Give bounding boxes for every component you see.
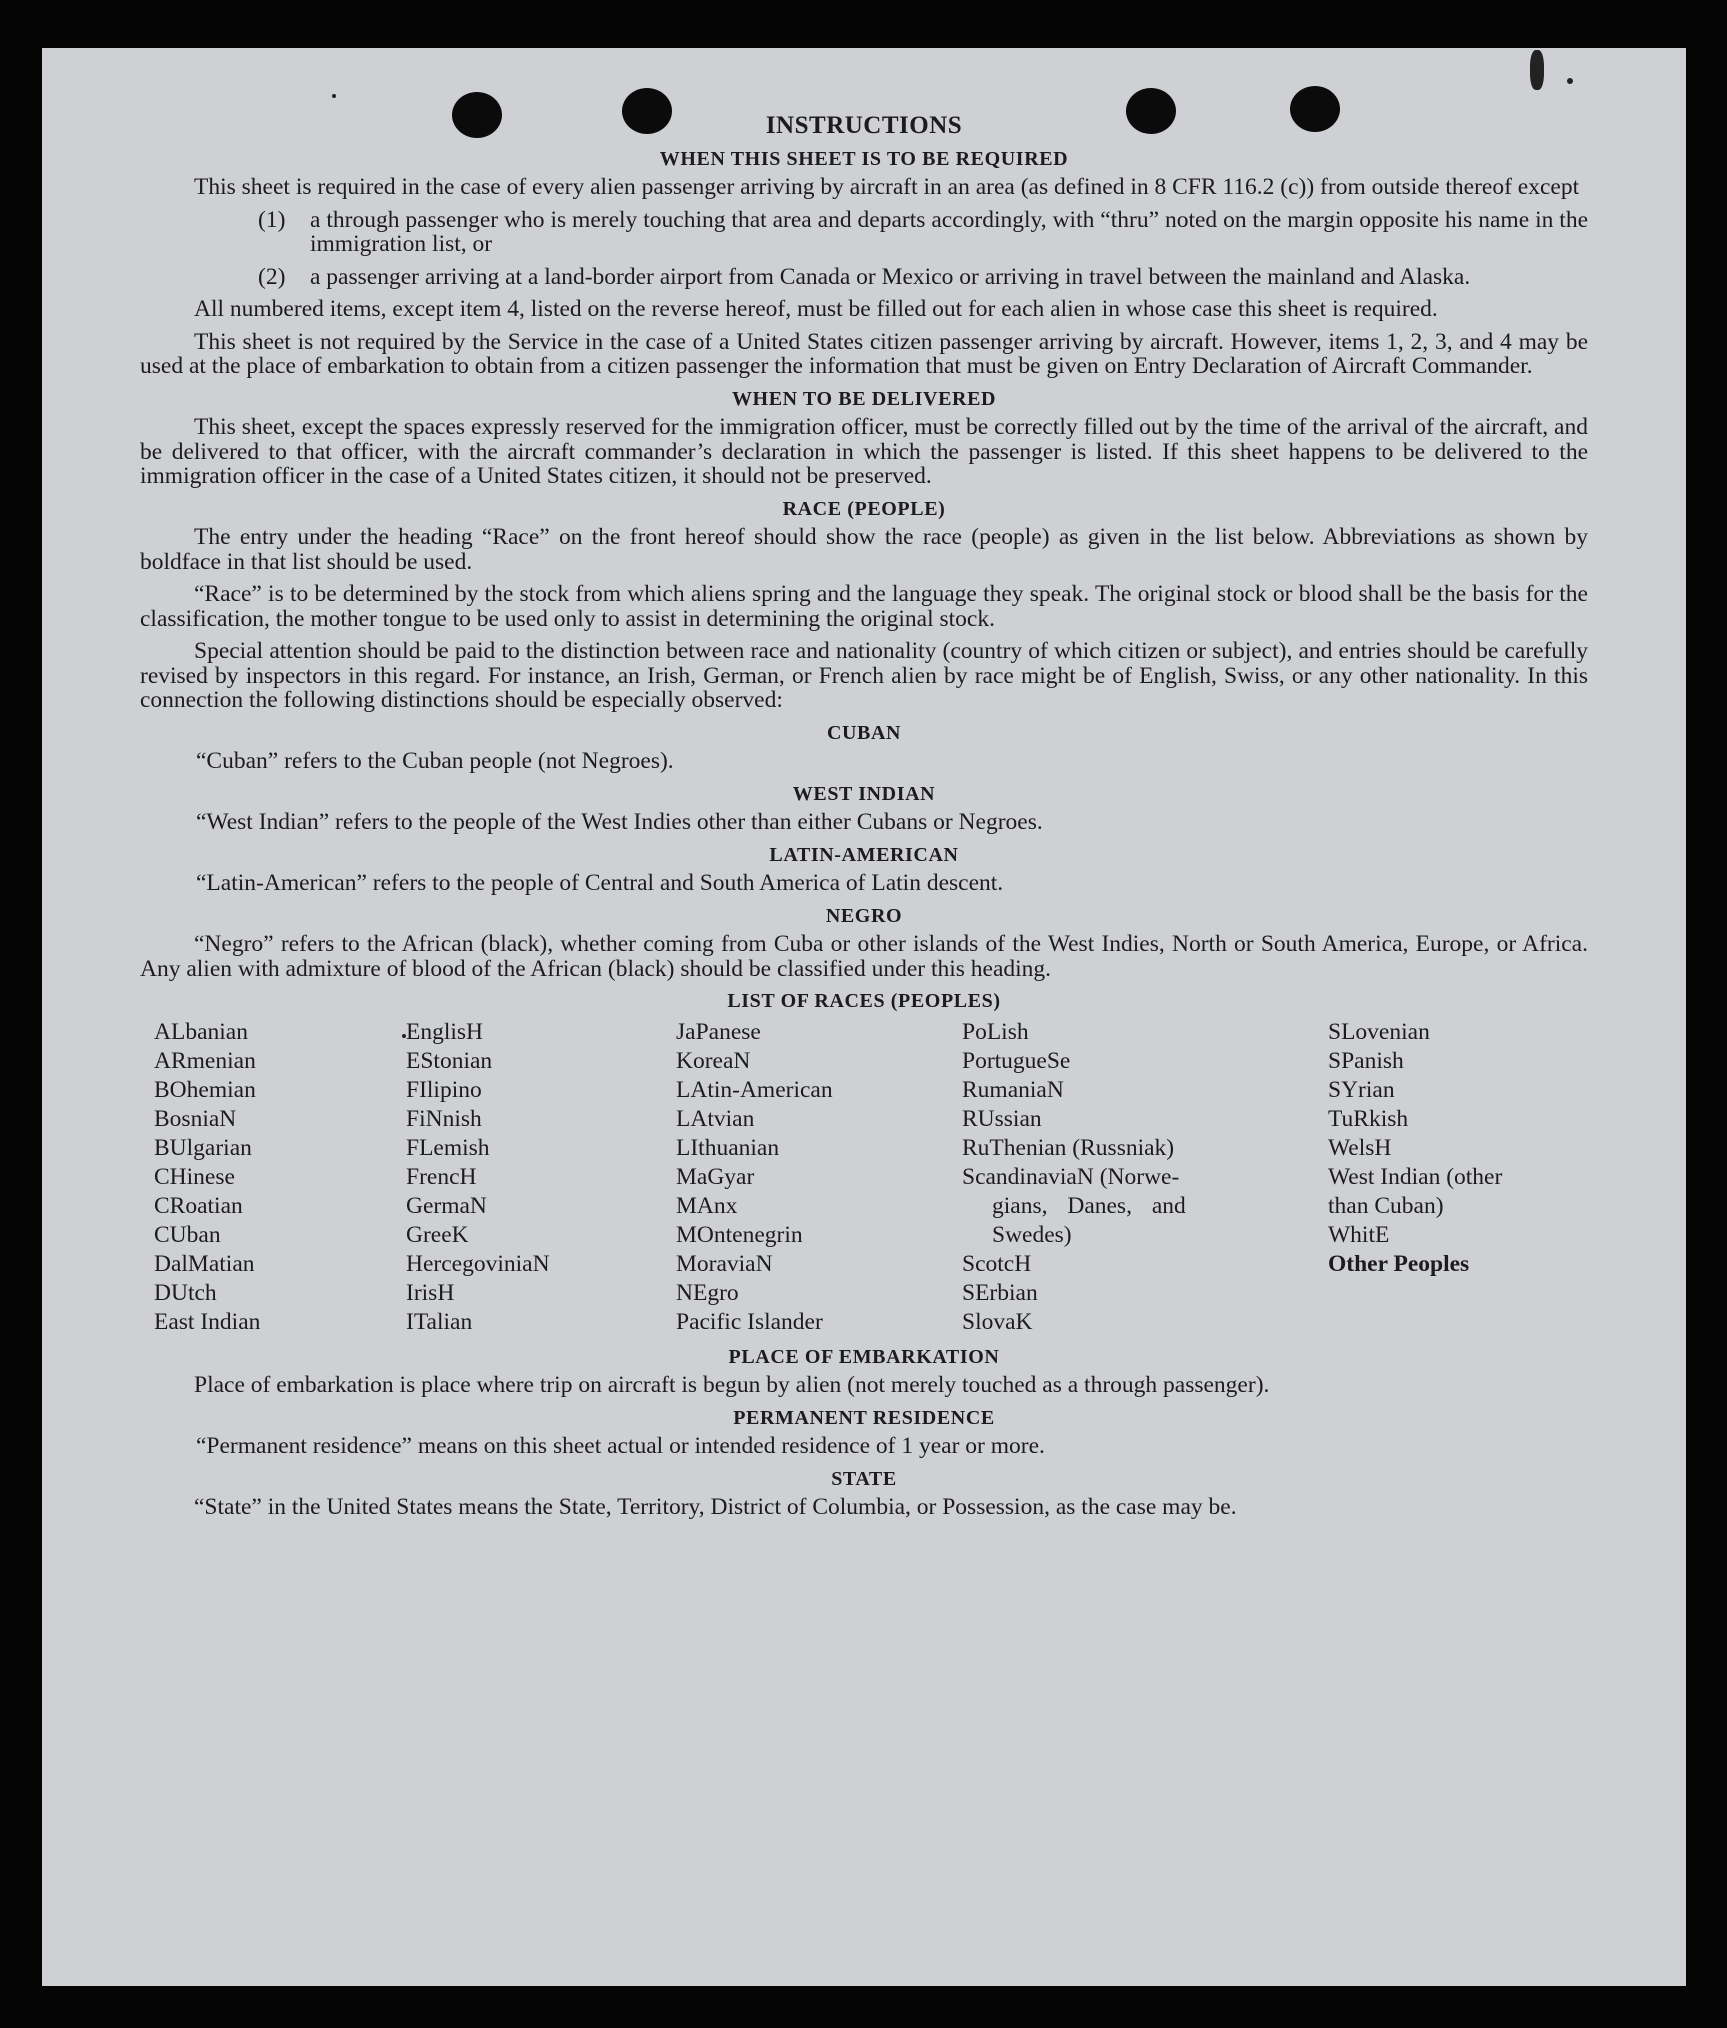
race-entry: ALbanian [154, 1018, 248, 1045]
race-entry: BosniaN [154, 1105, 237, 1132]
race-entry: ARmenian [154, 1047, 256, 1074]
definition-heading-negro: NEGRO [825, 904, 903, 927]
citizen-note: This sheet is not required by the Service in the case of a United States citizen passenger arriving by aircraft. However, items 1, 2, 3, and 4 may be used at the place of embarkation to obtain from a citizen passenger the information that must be given on Entry Declaration of Aircraft Commander. [140, 328, 1588, 379]
race-entry: IrisH [406, 1279, 455, 1306]
section-heading-embarkation: PLACE OF EMBARKATION [728, 1345, 1000, 1368]
exception-number: (1) [258, 206, 286, 233]
race-paragraph: The entry under the heading “Race” on the front hereof should show the race (people) as given in the list below. Abbreviations as shown by boldface in that list should be used. [140, 524, 1588, 575]
state-text: “State” in the United States means the State, Territory, District of Columbia, or Possession, as the case may be. [194, 1494, 1237, 1520]
race-entry: East Indian [154, 1308, 261, 1335]
race-entry-continuation: than Cuban) [1328, 1192, 1444, 1219]
section-heading-required: WHEN THIS SHEET IS TO BE REQUIRED [659, 147, 1069, 170]
race-entry: MoraviaN [676, 1250, 773, 1277]
race-entry: SLovenian [1328, 1018, 1430, 1045]
definition-heading-cuban: CUBAN [826, 721, 902, 744]
paper-speck [1567, 78, 1573, 84]
race-entry: CHinese [154, 1163, 235, 1190]
race-entry: DalMatian [154, 1250, 255, 1277]
race-entry: SlovaK [962, 1308, 1033, 1335]
page-title: INSTRUCTIONS [765, 112, 963, 139]
races-column [962, 1018, 1328, 1337]
exception-item [258, 265, 1588, 290]
paper-speck [1530, 50, 1544, 90]
required-intro: This sheet is required in the case of every alien passenger arriving by aircraft in an area (as defined in 8 CFR 116.2 (c)) from outside thereof except [194, 174, 1580, 200]
race-entry: West Indian (other [1328, 1163, 1503, 1190]
race-entry: PortugueSe [962, 1047, 1071, 1074]
race-entry: GermaN [406, 1192, 487, 1219]
race-entry: RUssian [962, 1105, 1042, 1132]
definition-text-cuban: “Cuban” refers to the Cuban people (not Negroes). [196, 748, 674, 774]
races-column [406, 1018, 676, 1337]
definition-text-latin-american: “Latin-American” refers to the people of Central and South America of Latin descent. [196, 870, 1004, 896]
race-entry: WhitE [1328, 1221, 1390, 1248]
race-entry-continuation: gians, Danes, and [992, 1192, 1186, 1219]
items-note: All numbered items, except item 4, listed on the reverse hereof, must be filled out for each alien in whose case this sheet is required. [194, 296, 1438, 322]
races-list-heading: LIST OF RACES (PEOPLES) [727, 990, 1001, 1012]
races-column [676, 1018, 962, 1337]
embarkation-text: Place of embarkation is place where trip on aircraft is begun by alien (not merely touched as a through passenger). [194, 1372, 1270, 1398]
race-entry: FLemish [406, 1134, 490, 1161]
race-entry: Pacific Islander [676, 1308, 823, 1335]
race-entry: MaGyar [676, 1163, 755, 1190]
exception-text: a through passenger who is merely touching that area and departs accordingly, with “thru” noted on the margin opposite his name in the immigration list, or [310, 206, 1588, 257]
race-entry: PoLish [962, 1018, 1029, 1045]
exception-number: (2) [258, 263, 286, 290]
race-entry: MAnx [676, 1192, 738, 1219]
race-entry: LAtvian [676, 1105, 755, 1132]
race-entry: LAtin-American [676, 1076, 833, 1103]
section-heading-delivered: WHEN TO BE DELIVERED [731, 387, 997, 410]
definition-text-negro: “Negro” refers to the African (black), whether coming from Cuba or other islands of the West Indies, North or South America, Europe, or Africa. Any alien with admixture of blood of the African (black) should be classified under this heading. [140, 931, 1588, 982]
residence-text: “Permanent residence” means on this sheet actual or intended residence of 1 year or more. [196, 1433, 1045, 1459]
race-entry: WelsH [1328, 1134, 1392, 1161]
paper-speck [332, 94, 336, 98]
race-entry: Other Peoples [1328, 1250, 1470, 1277]
race-entry: BOhemian [154, 1076, 256, 1103]
race-entry: EStonian [406, 1047, 493, 1074]
race-entry: GreeK [406, 1221, 469, 1248]
document-sheet [42, 48, 1686, 1986]
race-entry: FiNnish [406, 1105, 482, 1132]
race-entry: FIlipino [406, 1076, 482, 1103]
race-paragraph: “Race” is to be determined by the stock from which aliens spring and the language they speak. The original stock or blood shall be the basis for the classification, the mother tongue to be used only to assist in determining the original stock. [140, 581, 1588, 632]
definition-heading-west-indian: WEST INDIAN [792, 782, 936, 805]
race-entry: KoreaN [676, 1047, 751, 1074]
race-entry: EnglisH [406, 1018, 484, 1045]
race-entry: ITalian [406, 1308, 473, 1335]
race-entry: SYrian [1328, 1076, 1395, 1103]
race-paragraph: Special attention should be paid to the distinction between race and nationality (country of which citizen or subject), and entries should be carefully revised by inspectors in this regard. For instance, an Irish, German, or French alien by race might be of English, Swiss, or any other nationality. In this connection the following distinctions should be especially observed: [140, 638, 1588, 713]
definition-text-west-indian: “West Indian” refers to the people of the West Indies other than either Cubans or Negroes. [196, 809, 1043, 835]
races-column [154, 1018, 406, 1337]
races-column [1328, 1018, 1588, 1337]
definition-heading-latin-american: LATIN-AMERICAN [769, 843, 959, 866]
race-entry: HercegoviniaN [406, 1250, 550, 1277]
race-entry: DUtch [154, 1279, 217, 1306]
race-entry: SErbian [962, 1279, 1038, 1306]
race-entry: JaPanese [676, 1018, 761, 1045]
race-entry: ScotcH [962, 1250, 1032, 1277]
section-heading-state: STATE [831, 1467, 897, 1490]
section-heading-race: RACE (PEOPLE) [782, 497, 946, 520]
race-entry: RuThenian (Russniak) [962, 1134, 1175, 1161]
race-entry: FrencH [406, 1163, 477, 1190]
section-heading-residence: PERMANENT RESIDENCE [733, 1406, 995, 1429]
exception-item [258, 208, 1588, 257]
race-entry-continuation: Swedes) [992, 1221, 1072, 1248]
race-entry: SPanish [1328, 1047, 1404, 1074]
race-entry: CUban [154, 1221, 221, 1248]
instructions-content [140, 114, 1588, 1528]
delivered-text: This sheet, except the spaces expressly reserved for the immigration officer, must be correctly filled out by the time of the arrival of the aircraft, and be delivered to that officer, with the aircraft commander’s declaration in which the passenger is listed. If this sheet happens to be delivered to the immigration officer in the case of a United States citizen, it should not be preserved. [140, 414, 1588, 489]
race-entry: BUlgarian [154, 1134, 252, 1161]
race-entry: ScandinaviaN (Norwe- [962, 1163, 1180, 1190]
race-entry: TuRkish [1328, 1105, 1409, 1132]
race-entry: MOntenegrin [676, 1221, 803, 1248]
exception-text: a passenger arriving at a land-border airport from Canada or Mexico or arriving in travel between the mainland and Alaska. [310, 263, 1471, 290]
race-entry: LIthuanian [676, 1134, 780, 1161]
race-entry: CRoatian [154, 1192, 243, 1219]
races-list [154, 1018, 1588, 1337]
race-entry: RumaniaN [962, 1076, 1064, 1103]
race-entry: NEgro [676, 1279, 739, 1306]
